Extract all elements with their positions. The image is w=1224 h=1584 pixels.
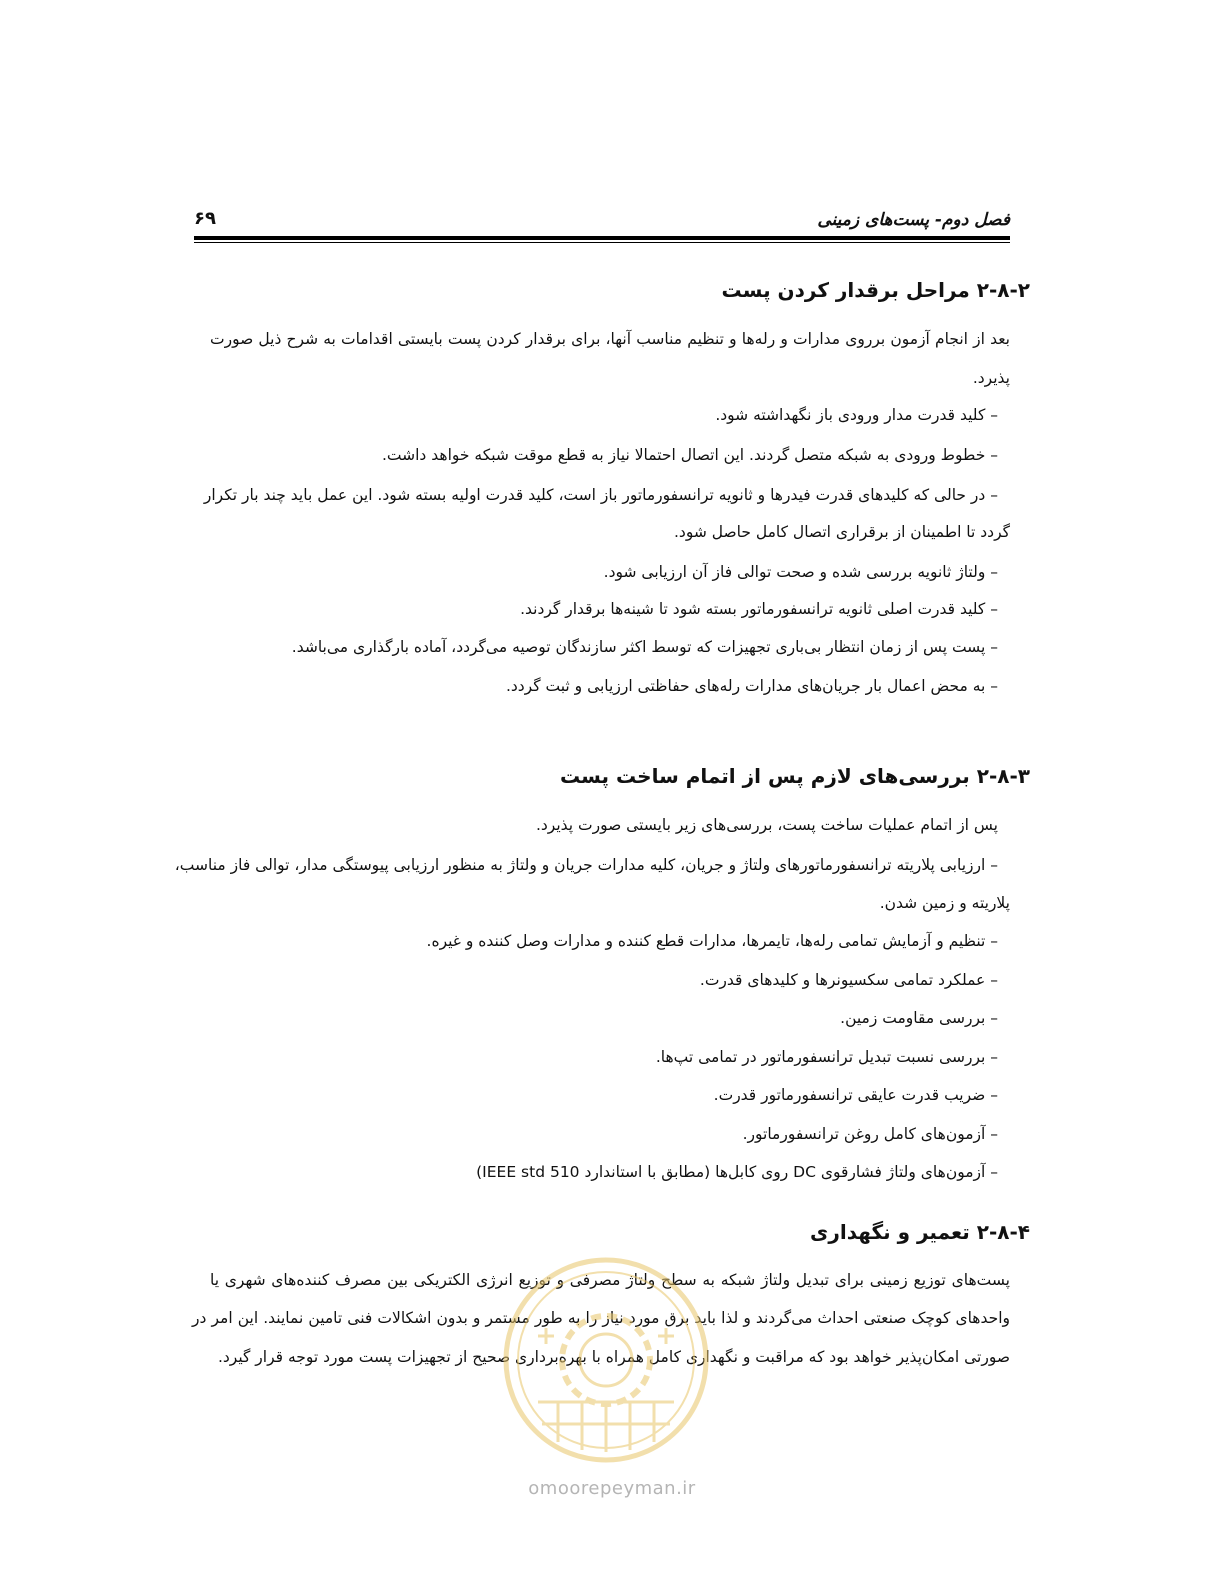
list-item: – آزمون‌های ولتاژ فشارقوی DC روی کابل‌ها (مطابق با استاندارد IEEE std 510) <box>476 1163 998 1181</box>
paragraph-line: پست‌های توزیع زمینی برای تبدیل ولتاژ شبکه به سطح ولتاژ مصرفی و توزیع انرژی الکتریکی بین مصرف کننده‌های شهری یا <box>210 1271 1010 1289</box>
running-header-title: فصل دوم- پست‌های زمینی <box>817 210 1010 230</box>
header-rule-thin <box>194 242 1010 243</box>
header-rule-thick <box>194 236 1010 240</box>
list-item: – ولتاژ ثانویه بررسی شده و صحت توالی فاز آن ارزیابی شود. <box>603 563 998 581</box>
list-item: – تنظیم و آزمایش تمامی رله‌ها، تایمرها، مدارات قطع کننده و مدارات وصل کننده و غیره. <box>426 932 998 950</box>
section-heading: ۲-۸-۲ مراحل برقدار کردن پست <box>721 278 1030 302</box>
list-item: – ضریب قدرت عایقی ترانسفورماتور قدرت. <box>713 1086 998 1104</box>
paragraph-line: واحدهای کوچک صنعتی احداث می‌گردند و لذا باید برق مورد نیاز را به طور مستمر و بدون اشکالات فنی تامین نمایند. این امر در <box>192 1309 1010 1327</box>
list-item: – به محض اعمال بار جریان‌های مدارات رله‌های حفاظتی ارزیابی و ثبت گردد. <box>505 677 998 695</box>
list-item: – خطوط ورودی به شبکه متصل گردند. این اتصال احتمالا نیاز به قطع موقت شبکه خواهد داشت. <box>381 446 998 464</box>
watermark-url: omoorepeyman.ir <box>528 1478 696 1499</box>
list-item: – بررسی مقاومت زمین. <box>840 1009 998 1027</box>
paragraph-line: بعد از انجام آزمون برروی مدارات و رله‌ها و تنظیم مناسب آنها، برای برقدار کردن پست بایستی اقدامات به شرح ذیل صورت <box>210 330 1010 348</box>
page-header <box>194 202 1010 242</box>
list-item: – کلید قدرت مدار ورودی باز نگهداشته شود. <box>715 406 998 424</box>
list-item: – آزمون‌های کامل روغن ترانسفورماتور. <box>742 1125 998 1143</box>
section-heading: ۲-۸-۴ تعمیر و نگهداری <box>810 1220 1030 1244</box>
list-item-continuation: گردد تا اطمینان از برقراری اتصال کامل حاصل شود. <box>673 523 1010 541</box>
list-item: – عملکرد تمامی سکسیونرها و کلیدهای قدرت. <box>699 971 998 989</box>
list-item: – در حالی که کلیدهای قدرت فیدرها و ثانویه ترانسفورماتور باز است، کلید قدرت اولیه بسته شود. این عمل باید چند بار تکرار <box>203 486 998 504</box>
list-item: – بررسی نسبت تبدیل ترانسفورماتور در تمامی تپ‌ها. <box>655 1048 998 1066</box>
list-item-continuation: پلاریته و زمین شدن. <box>879 894 1010 912</box>
section-heading: ۲-۸-۳ بررسی‌های لازم پس از اتمام ساخت پست <box>559 764 1030 788</box>
paragraph-line: پس از اتمام عملیات ساخت پست، بررسی‌های زیر بایستی صورت پذیرد. <box>535 816 998 834</box>
list-item: – ارزیابی پلاریته ترانسفورماتورهای ولتاژ و جریان، کلیه مدارات جریان و ولتاژ به منظور ارزیابی پیوستگی مدار، توالی فاز مناسب، <box>174 856 998 874</box>
list-item: – پست پس از زمان انتظار بی‌باری تجهیزات که توسط اکثر سازندگان توصیه می‌گردد، آماده بارگذاری می‌باشد. <box>291 638 998 656</box>
paragraph-line: پذیرد. <box>972 369 1010 387</box>
list-item: – کلید قدرت اصلی ثانویه ترانسفورماتور بسته شود تا شینه‌ها برقدار گردند. <box>520 600 998 618</box>
paragraph-line: صورتی امکان‌پذیر خواهد بود که مراقبت و نگهداری کامل همراه با بهره‌برداری صحیح از تجهیزات پست مورد توجه قرار گیرد. <box>217 1348 1010 1366</box>
page-number: ۶۹ <box>194 208 216 229</box>
